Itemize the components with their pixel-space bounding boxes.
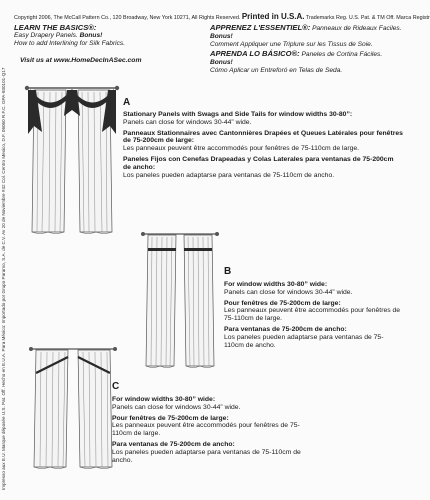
promo-es-text: Paneles de Cortina Fáciles. <box>299 50 383 58</box>
promo-bonus: Bonus! <box>79 32 103 40</box>
promo-english <box>14 24 199 49</box>
promo-fr-text: Panneaux de Rideaux Faciles. <box>310 25 402 32</box>
section-b-fr-heading: Pour fenêtres de 75-200cm de large: <box>224 299 341 307</box>
section-c-fr-heading: Pour fenêtres de 75-200cm de large: <box>112 414 229 422</box>
section-c-en-heading: For window widths 30-80” wide: <box>112 396 216 403</box>
promo-fr-bonus: Bonus! <box>210 33 233 41</box>
website-link[interactable]: Visit us at www.HomeDecInASec.com <box>20 57 142 64</box>
vertical-legal-text: Impresso aux E.U. Marque déposée U.S. Pat. Off. Hecho en E.U.A. Para México: Importado por Grupo Paramo, S.A. de C.V. Av 20 de Noviembre #42 Col. Centro Mexico, D.F. 06060 R.F.C. GPA-930101-Q17 <box>1 67 6 490</box>
promo-es-bonus: Bonus! <box>210 58 233 66</box>
section-a-en-heading: Stationary Panels with Swags and Side Tails for window widths 30-80”: <box>123 111 353 118</box>
section-c-es-heading: Para ventanas de 75-200cm de ancho: <box>112 440 235 448</box>
promo-fr-line-2: Comment Appliquer une Triplure sur les Tissus de Soie. <box>210 41 373 49</box>
promo-fr-title: APPRENEZ L'ESSENTIEL®: <box>210 23 311 32</box>
section-c-letter: C <box>112 381 120 392</box>
promo-es-line-2: Cómo Aplicar un Entreforó en Telas de Seda. <box>210 67 343 75</box>
section-a-en-text: Panels can close for windows 30-44” wide. <box>123 118 252 126</box>
section-b-es-text: Los paneles pueden adaptarse para ventanas de 75-110cm de ancho. <box>224 333 384 349</box>
illustration-c <box>28 343 118 471</box>
section-b-letter: B <box>224 266 232 277</box>
promo-title: LEARN THE BASICS®: <box>14 23 97 32</box>
illustration-b <box>140 228 220 370</box>
printed-in-usa: Printed in U.S.A. <box>241 12 305 21</box>
section-b-es-heading: Para ventanas de 75-200cm de ancho: <box>224 325 347 333</box>
promo-line-1-text: Easy Drapery Panels. <box>14 32 80 40</box>
section-a-fr-text: Les panneaux peuvent être accommodés pour fenêtres de 75-110cm de large. <box>123 145 360 153</box>
trademark-text: Trademarks Reg. U.S. Pat. & TM Off. Marca Registr <box>305 15 430 21</box>
section-a-letter: A <box>123 97 131 108</box>
section-c-fr-text: Les panneaux peuvent être accommodés pour fenêtres de 75-110cm de large. <box>112 422 300 438</box>
section-a-fr-heading: Panneaux Stationnaires avec Cantonnières Drapées et Queues Latérales pour fenêtres de 75-200cm de large: <box>123 129 403 145</box>
copyright-line <box>14 12 430 21</box>
section-a-es-heading: Paneles Fijos con Cenefas Drapeadas y Colas Laterales para ventanas de 75-200cm de ancho: <box>123 155 394 171</box>
section-a-text <box>123 111 403 179</box>
section-b-text <box>224 281 402 349</box>
promo-line-1 <box>14 32 199 40</box>
section-b-en-text: Panels can close for windows 30-44” wide. <box>224 288 353 296</box>
promo-french-spanish <box>210 24 405 75</box>
promo-line-2: How to add Interlining for Silk Fabrics. <box>14 40 126 48</box>
section-c-en-text: Panels can close for windows 30-44” wide. <box>112 403 241 411</box>
section-b-fr-text: Les panneaux peuvent être accommodés pour fenêtres de 75-110cm de large. <box>224 307 401 323</box>
copyright-text: Copyright 2006, The McCall Pattern Co., 120 Broadway, New York 10271, All Rights Reserved. <box>14 15 241 21</box>
promo-spanish <box>210 50 405 67</box>
promo-french <box>210 24 405 41</box>
section-c-es-text: Los paneles pueden adaptarse para ventanas de 75-110cm de ancho. <box>112 448 301 464</box>
section-b-en-heading: For window widths 30-80” wide: <box>224 281 328 288</box>
promo-es-title: APRENDA LO BÁSICO®: <box>210 48 300 58</box>
section-a-es-text: Los paneles pueden adaptarse para ventanas de 75-110cm de ancho. <box>123 171 335 179</box>
section-c-text <box>112 396 312 464</box>
illustration-a <box>22 82 122 240</box>
